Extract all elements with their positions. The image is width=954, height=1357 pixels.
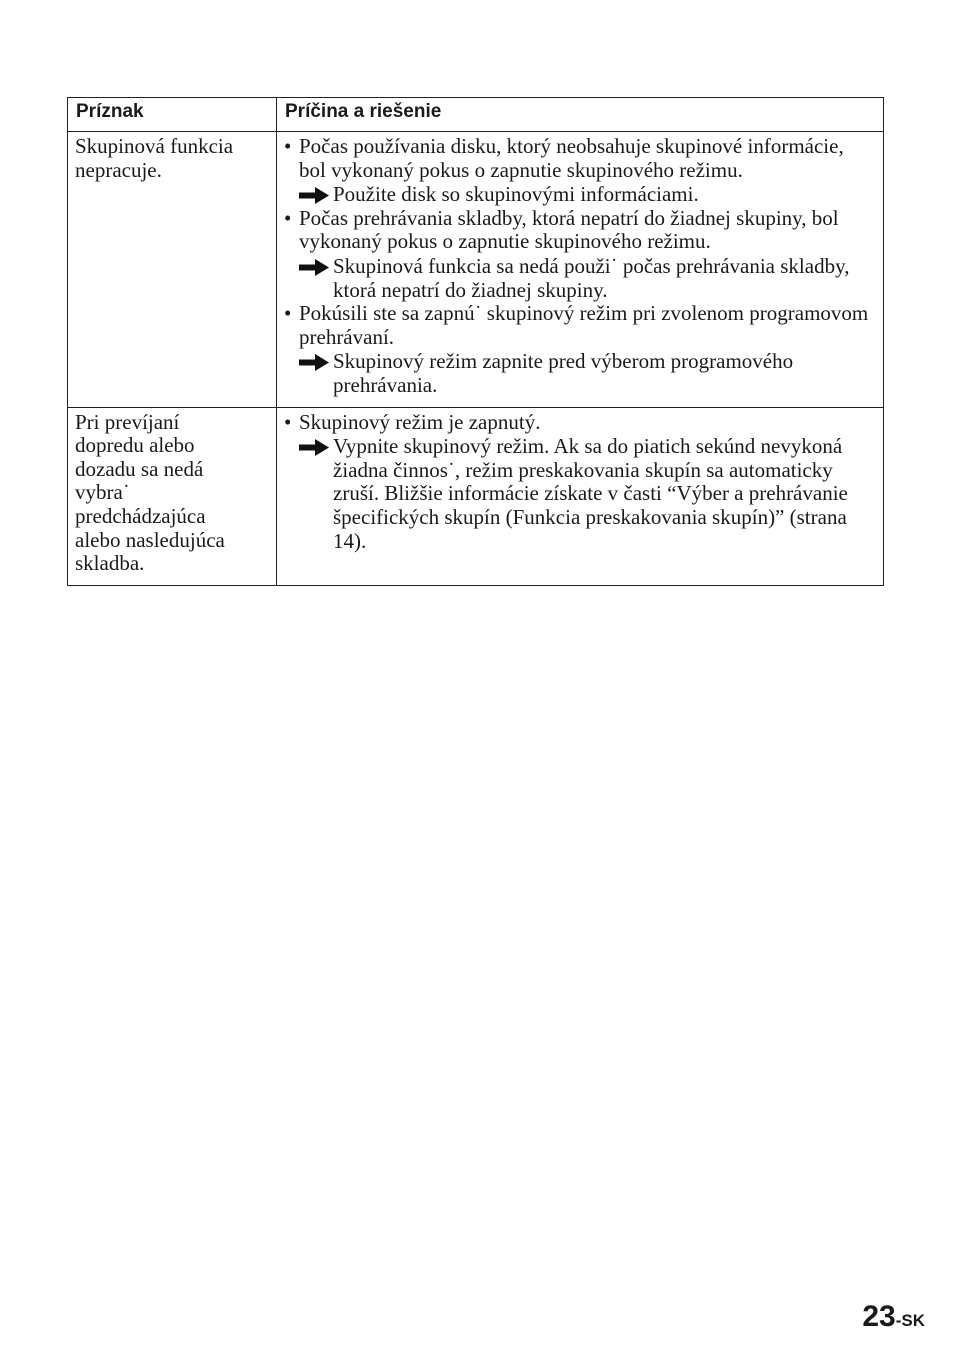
remedy-text: Skupinová funkcia sa nedá použi˙ počas prehrávania skladby, ktorá nepatrí do žiadnej skupiny. — [333, 253, 850, 302]
symptom-text: Skupinová funkcia nepracuje. — [75, 134, 234, 182]
remedy-line — [284, 255, 875, 302]
right-arrow-icon — [299, 439, 329, 456]
cause-item — [284, 135, 875, 207]
cause-text: Skupinový režim je zapnutý. — [299, 409, 541, 434]
bullet-icon: • — [284, 409, 292, 434]
symptom-text: Pri prevíjaní dopredu alebo dozadu sa nedá vybra˙ predchádzajúca alebo nasledujúca skladba. — [75, 409, 225, 576]
symptom-cell — [68, 407, 277, 585]
cause-bullet — [284, 411, 875, 435]
right-arrow-icon — [299, 354, 329, 371]
cause-text: Počas používania disku, ktorý neobsahuje skupinové informácie, bol vykonaný pokus o zapnutie skupinového režimu. — [299, 134, 844, 182]
symptom-cell — [68, 132, 277, 408]
page-number — [862, 1300, 925, 1334]
solution-column-header: Príčina a riešenie — [277, 98, 884, 132]
right-arrow-icon — [299, 259, 329, 276]
bullet-icon: • — [284, 205, 292, 230]
troubleshooting-table — [67, 97, 884, 586]
solution-cell — [277, 407, 884, 585]
remedy-line — [284, 435, 875, 553]
table-header-row — [68, 98, 884, 132]
solution-cell — [277, 132, 884, 408]
remedy-line — [284, 350, 875, 397]
bullet-icon: • — [284, 301, 292, 326]
table-row — [68, 407, 884, 585]
page-number-value: 23 — [862, 1300, 896, 1333]
cause-bullet — [284, 302, 875, 349]
cause-item — [284, 207, 875, 302]
cause-bullet — [284, 207, 875, 254]
bullet-icon: • — [284, 134, 292, 158]
cause-text: Počas prehrávania skladby, ktorá nepatrí do žiadnej skupiny, bol vykonaný pokus o zapnutie skupinového režimu. — [299, 205, 839, 254]
cause-bullet — [284, 135, 875, 182]
cause-item — [284, 411, 875, 554]
right-arrow-icon — [299, 187, 329, 204]
remedy-line — [284, 183, 875, 207]
table-row — [68, 132, 884, 408]
remedy-text: Vypnite skupinový režim. Ak sa do piatich sekúnd nevykoná žiadna činnos˙, režim preskakovania skupín sa automaticky zruší. Bližšie informácie získate v časti “Výber a prehrávanie špecifických skupín (Funkcia preskakovania skupín)” (strana 14). — [333, 434, 848, 553]
cause-text: Pokúsili ste sa zapnú˙ skupinový režim pri zvolenom programovom prehrávaní. — [299, 301, 869, 349]
remedy-text: Skupinový režim zapnite pred výberom programového prehrávania. — [333, 349, 794, 397]
cause-item — [284, 302, 875, 397]
page-number-suffix: -SK — [895, 1311, 925, 1330]
symptom-column-header: Príznak — [68, 98, 277, 132]
remedy-text: Použite disk so skupinovými informáciami. — [333, 182, 699, 207]
